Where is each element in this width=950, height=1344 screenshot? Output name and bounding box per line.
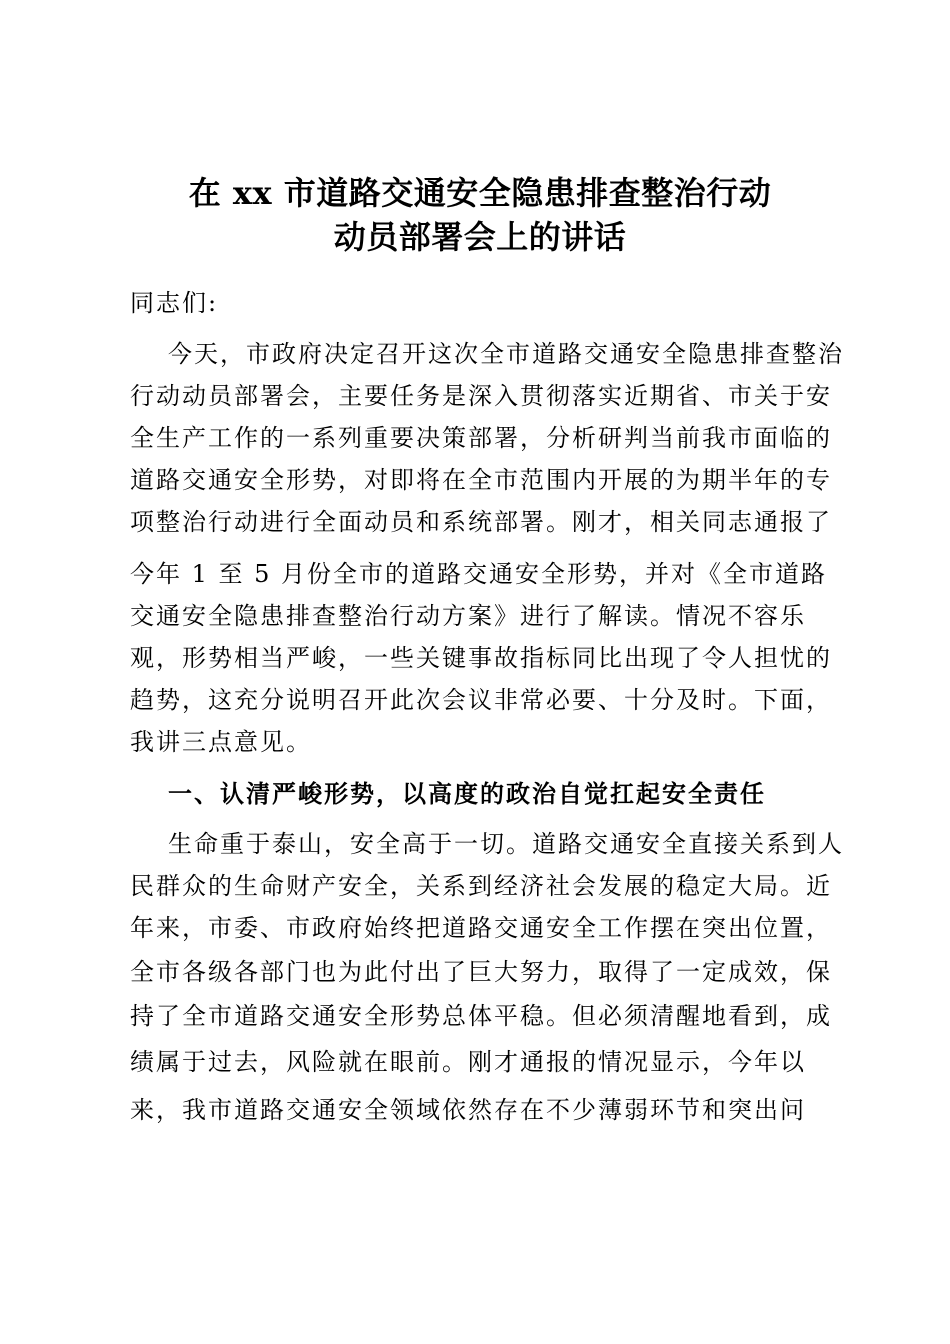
paragraph-1-line: 道路交通安全形势，对即将在全市范围内开展的为期半年的专 bbox=[130, 466, 832, 494]
paragraph-1-line: 交通安全隐患排查整治行动方案》进行了解读。情况不容乐 bbox=[130, 602, 806, 630]
paragraph-1-line: 今天，市政府决定召开这次全市道路交通安全隐患排查整治 bbox=[168, 340, 844, 368]
paragraph-2-line: 全市各级各部门也为此付出了巨大努力，取得了一定成效，保 bbox=[130, 958, 832, 986]
paragraph-2-line: 生命重于泰山，安全高于一切。道路交通安全直接关系到人 bbox=[168, 830, 844, 858]
paragraph-1-line: 项整治行动进行全面动员和系统部署。刚才，相关同志通报了 bbox=[130, 508, 832, 536]
paragraph-2-line: 持了全市道路交通安全形势总体平稳。但必须清醒地看到，成 bbox=[130, 1002, 832, 1030]
paragraph-1-line: 我讲三点意见。 bbox=[130, 728, 312, 756]
paragraph-2-line: 民群众的生命财产安全，关系到经济社会发展的稳定大局。近 bbox=[130, 872, 832, 900]
paragraph-1-line: 行动动员部署会，主要任务是深入贯彻落实近期省、市关于安 bbox=[130, 382, 832, 410]
paragraph-2-line: 来，我市道路交通安全领域依然存在不少薄弱环节和突出问 bbox=[130, 1096, 806, 1124]
paragraph-1-line: 今年 1 至 5 月份全市的道路交通安全形势，并对《全市道路 bbox=[130, 560, 828, 588]
document-title-line-2: 动员部署会上的讲话 bbox=[333, 218, 627, 256]
paragraph-2-line: 年来，市委、市政府始终把道路交通安全工作摆在突出位置， bbox=[130, 914, 832, 942]
salutation: 同志们: bbox=[130, 289, 219, 317]
section-1-heading: 一、认清严峻形势，以高度的政治自觉扛起安全责任 bbox=[168, 779, 766, 808]
paragraph-1-line: 全生产工作的一系列重要决策部署，分析研判当前我市面临的 bbox=[130, 424, 832, 452]
paragraph-1-line: 趋势，这充分说明召开此次会议非常必要、十分及时。下面， bbox=[130, 686, 832, 714]
document-title-line-1: 在 xx 市道路交通安全隐患排查整治行动 bbox=[188, 174, 772, 212]
paragraph-1-line: 观，形势相当严峻，一些关键事故指标同比出现了令人担忧的 bbox=[130, 644, 832, 672]
paragraph-2-line: 绩属于过去，风险就在眼前。刚才通报的情况显示，今年以 bbox=[130, 1048, 806, 1076]
